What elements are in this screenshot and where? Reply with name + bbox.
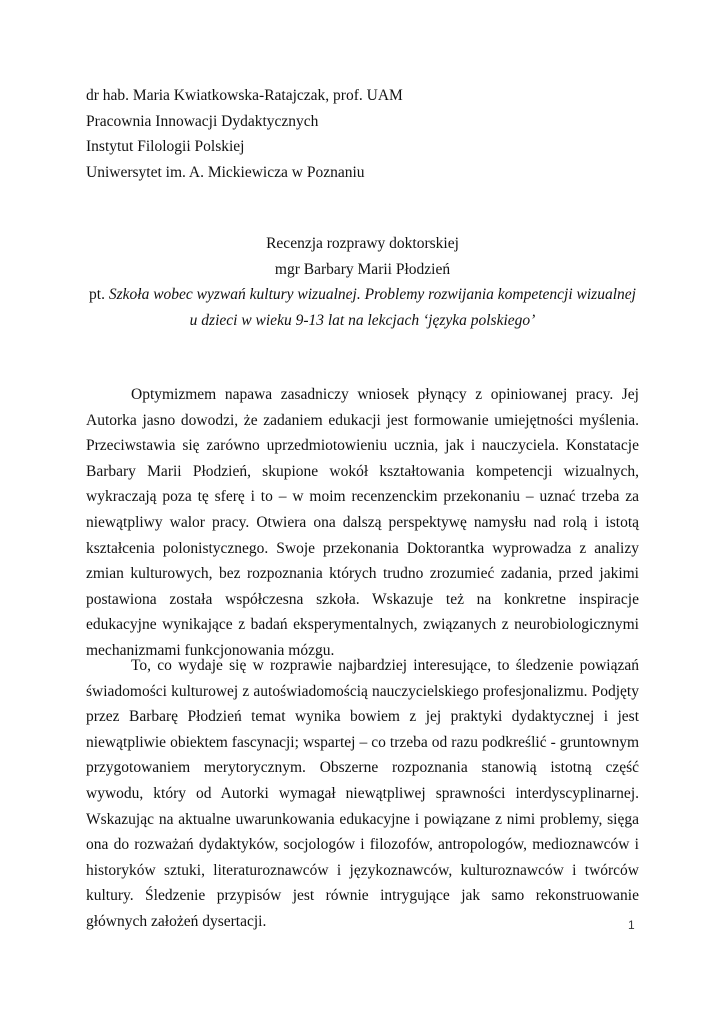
page-number: 1 (628, 918, 635, 932)
author-name: dr hab. Maria Kwiatkowska-Ratajczak, prof. UAM (86, 87, 403, 104)
thesis-title-line-2 (86, 308, 639, 334)
thesis-title-line-1 (86, 282, 639, 308)
candidate-name: mgr Barbary Marii Płodzień (274, 260, 451, 278)
author-university: Uniwersytet im. A. Mickiewicza w Poznaniu (86, 163, 365, 181)
review-title (86, 231, 639, 333)
body-paragraph-1: Optymizmem napawa zasadniczy wniosek płynący z opiniowanej pracy. Jej Autorka jasno dowodzi, że zadaniem edukacji jest formowanie umiejętności myślenia. Przeciwstawia się zarówno uprzedmiotowieniu ucznia, jak i nauczyciela. Konstatacje Barbary Marii Płodzień, skupione wokół kształtowania kompetencji wizualnych, wykraczają poza tę sferę i to – w moim recenzenckim przekonaniu – uznać trzeba za niewątpliwy walor pracy. Otwiera ona dalszą perspektywę namysłu nad rolą i istotą kształcenia polonistycznego. Swoje przekonania Doktorantka wyprowadza z analizy zmian kulturowych, bez rozpoznania których trudno zrozumieć zadania, przed jakimi postawiona została współczesna szkoła. Wskazuje też na konkretne inspiracje edukacyjne wynikające z badań eksperymentalnych, związanych z neurobiologicznymi mechanizmami funkcjonowania mózgu. (86, 386, 639, 659)
title-prefix: pt. (89, 286, 109, 303)
author-header (86, 83, 403, 185)
body-paragraph-2: To, co wydaje się w rozprawie najbardziej interesujące, to śledzenie powiązań świadomości kulturowej z autoświadomością nauczycielskiego profesjonalizmu. Podjęty przez Barbarę Płodzień temat wynika bowiem z jej praktyki dydaktycznej i jest niewątpliwie obiektem fascynacji; wspartej – co trzeba od razu podkreślić - gruntownym przygotowaniem merytorycznym. Obszerne rozpoznania stanowią istotną część wywodu, który od Autorki wymagał niewątpliwej sprawności interdyscyplinarnej. Wskazując na aktualne uwarunkowania edukacyjne i powiązane z nimi problemy, sięga ona do rozważań dydaktyków, socjologów i filozofów, antropologów, medioznawców i historyków sztuki, literaturoznawców i językoznawców, kulturoznawców i twórców kultury. Śledzenie przypisów jest równie intrygujące jak samo rekonstruowanie głównych założeń dysertacji. (86, 657, 639, 930)
author-department: Pracownia Innowacji Dydaktycznych (86, 112, 319, 130)
review-heading: Recenzja rozprawy doktorskiej (266, 235, 459, 252)
author-institute: Instytut Filologii Polskiej (86, 138, 245, 155)
thesis-title-italic-2: u dzieci w wieku 9-13 lat na lekcjach ‘języka polskiego’ (189, 311, 536, 329)
thesis-title-italic-1: Szkoła wobec wyzwań kultury wizualnej. Problemy rozwijania kompetencji wizualnej (108, 286, 636, 303)
